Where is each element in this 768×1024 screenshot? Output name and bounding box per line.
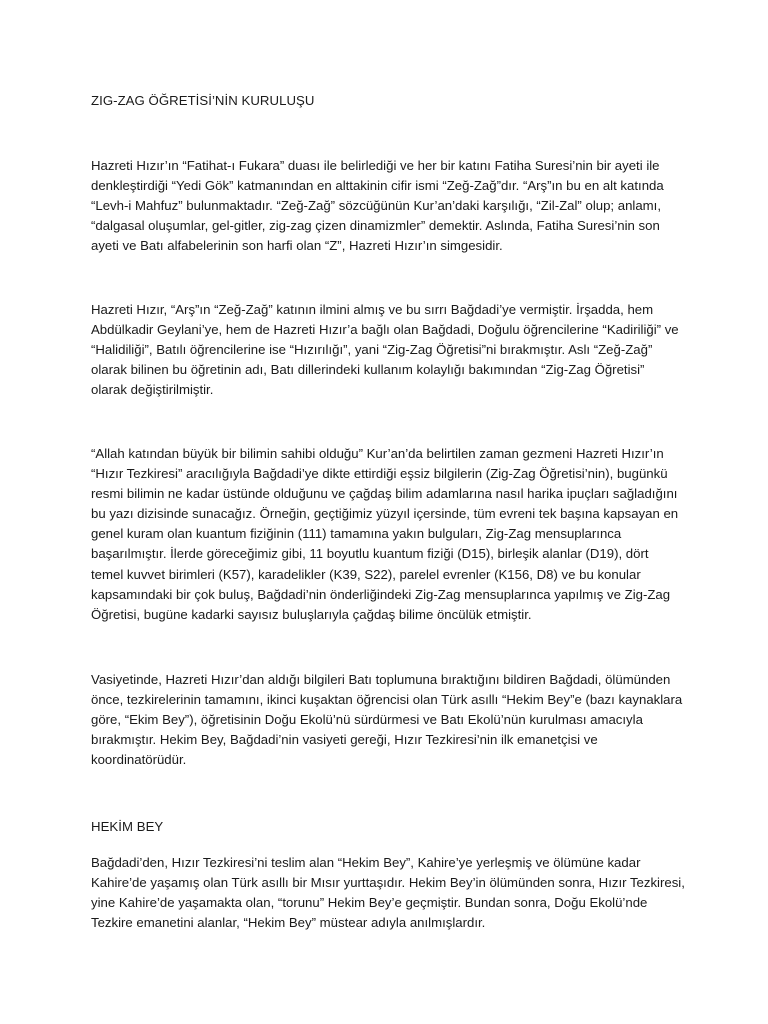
paragraph-zeg-zag: Hazreti Hızır, “Arş”ın “Zeğ-Zağ” katının ilmini almış ve bu sırrı Bağdadi’ye vermiştir. İrşadda, hem Abdülkadir Geylani’ye, hem de Hazreti Hızır’a bağlı olan Bağdadi, Doğulu öğrencilerine “Kadiriliği” ve “Halidiliği”, Batılı öğrencilerine ise “Hızırılığı”, yani “Zig-Zag Öğretisi”ni bırakmıştır. Aslı “Zeğ-Zağ” olarak bilinen bu öğretinin adı, Batı dillerindeki kullanım kolaylığı bakımından “Zig-Zag Öğretisi” olarak değiştirilmiştir. bbox=[91, 302, 679, 398]
paragraph-yedi-gok: Hazreti Hızır’ın “Fatihat-ı Fukara” duası ile belirlediği ve her bir katını Fatiha Suresi’nin bir ayeti ile denkleştirdiği “Yedi Gök” katmanından en alttakinin cifir ismi “Zeğ-Zağ”dır. “Arş”ın bu en alt katında “Levh-i Mahfuz” bulunmaktadır. “Zeğ-Zağ” sözcüğünün Kur’an’daki karşılığı, “Zil-Zal” olup; anlamı, “dalgasal oluşumlar, gel-gitler, zig-zag çizen dinamizmler” demektir. Aslında, Fatiha Suresi’nin son ayeti ve Batı alfabelerinin son harfi olan “Z”, Hazreti Hızır’ın simgesidir. bbox=[91, 158, 664, 254]
section-title: HEKİM BEY bbox=[91, 819, 164, 834]
document-title: ZIG-ZAG ÖĞRETİSİ’NİN KURULUŞU bbox=[91, 93, 315, 108]
paragraph-vasiyet: Vasiyetinde, Hazreti Hızır’dan aldığı bilgileri Batı toplumuna bıraktığını bildiren Bağdadi, ölümünden önce, tezkirelerinin tamamını, ikinci kuşaktan öğrencisi olan Türk asıllı “Hekim Bey”e (bazı kaynaklara göre, “Ekim Bey”), öğretisinin Doğu Ekolü’nü sürdürmesi ve Batı Ekolü’nün kurulması amacıyla bırakmıştır. Hekim Bey, Bağdadi’nin vasiyeti gereği, Hızır Tezkiresi’nin ilk emanetçisi ve koordinatörüdür. bbox=[91, 672, 683, 768]
paragraph-hekim-bey: Bağdadi’den, Hızır Tezkiresi’ni teslim alan “Hekim Bey”, Kahire’ye yerleşmiş ve ölümüne kadar Kahire’de yaşamış olan Türk asıllı bir Mısır yurttaşıdır. Hekim Bey’in ölümünden sonra, Hızır Tezkiresi, yine Kahire’de yaşamakta olan, “torunu” Hekim Bey’e geçmiştir. Bundan sonra, Doğu Ekolü’nde Tezkire emanetini alanlar, “Hekim Bey” müstear adıyla anılmışlardır. bbox=[91, 855, 685, 931]
paragraph-hizir-tezkiresi: “Allah katından büyük bir bilimin sahibi olduğu” Kur’an’da belirtilen zaman gezmeni Hazreti Hızır’ın “Hızır Tezkiresi” aracılığıyla Bağdadi’ye dikte ettirdiği eşsiz bilgilerin (Zig-Zag Öğretisi’nin), bugünkü resmi bilimin ne kadar üstünde olduğunu ve çağdaş bilim adamlarına nasıl harika ipuçları sağladığını bu yazı dizisinde sunacağız. Örneğin, geçtiğimiz yüzyıl içersinde, tüm evreni tek başına kapsayan en genel kuram olan kuantum fiziğinin (111) tamamına yakın bulguları, Zig-Zag mensuplarınca başarılmıştır. İlerde göreceğimiz gibi, 11 boyutlu kuantum fiziği (D15), birleşik alanlar (D19), dört temel kuvvet birimleri (K57), karadelikler (K39, S22), parelel evrenler (K156, D8) ve bu konular kapsamındaki bir çok buluş, Bağdadi’nin önderliğindeki Zig-Zag mensuplarınca yapılmış ve Zig-Zag Öğretisi, bugüne kadarki sayısız buluşlarıyla çağdaş bilime öncülük etmiştir. bbox=[91, 446, 679, 622]
